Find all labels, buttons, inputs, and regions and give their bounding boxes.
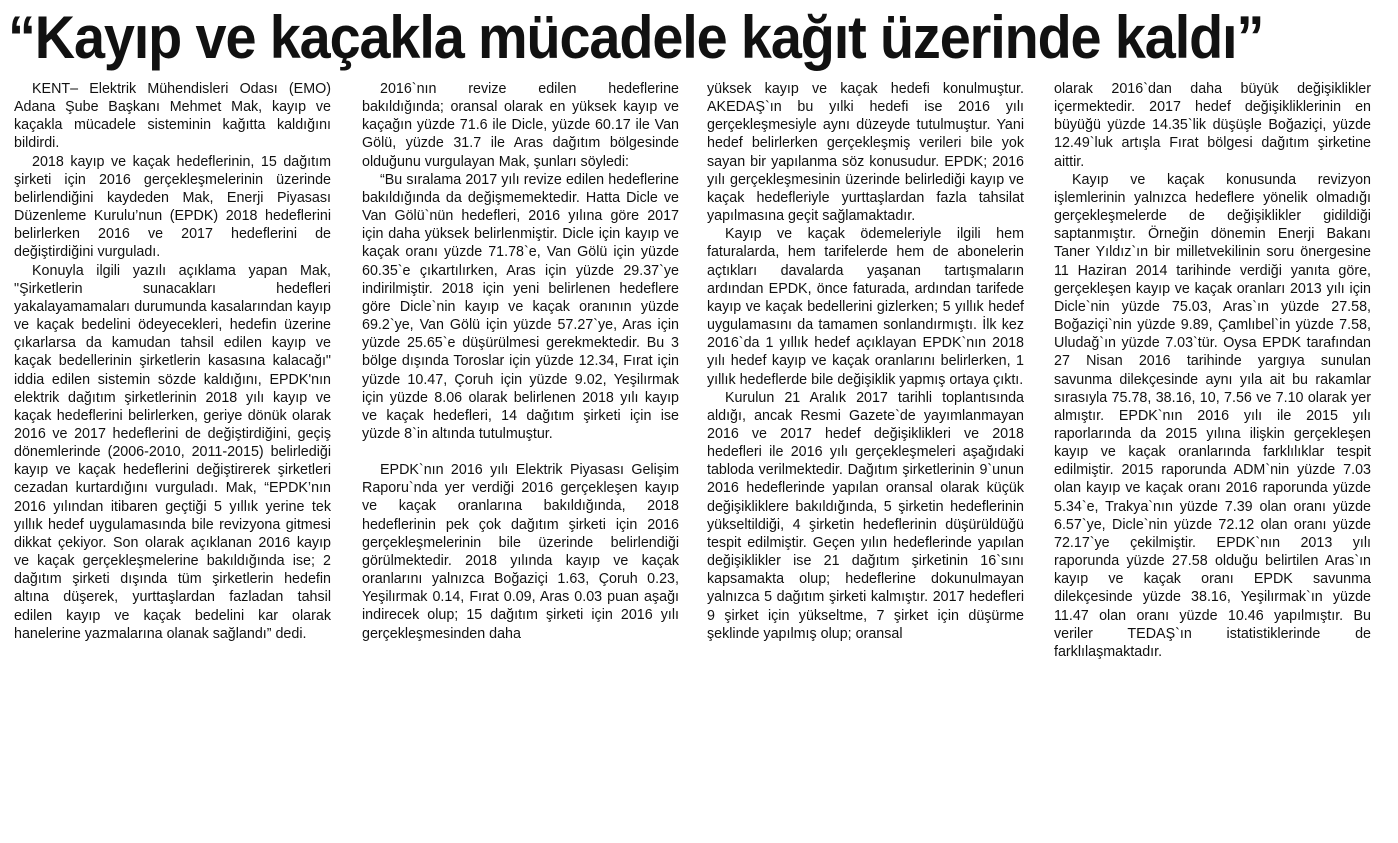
column-1-paragraph-1: KENT– Elektrik Mühendisleri Odası (EMO) Adana Şube Başkanı Mehmet Mak, kayıp ve kaçakla mücadele sisteminin kağıtta kaldığını bildirdi. xyxy=(14,81,331,152)
column-3-paragraph-3: Kurulun 21 Aralık 2017 tarihli toplantısında aldığı, ancak Resmi Gazete`de yayımlanmayan 2016 ve 2017 hedef değişiklikleri ve 2018 hedefleri ile 2016 yılı gerçekleşmeleri aşağıdaki tabloda verilmektedir. Dağıtım şirketlerinin 9`unun 2016 hedeflerinde yapılan oransal olarak küçük değişikliklere bakıldığında, 5 şirketin hedeflerinin yükseltildiği, 4 şirketin hedeflerinin düşürüldüğü tespit edilmiştir. Geçen yılın hedeflerinde yapılan değişiklikler ise 21 dağıtım şirketinin 16`sını kapsamakta olup; hedeflerine dokunulmayan yalnızca 5 dağıtım şirketi kalmıştır. 2017 hedefleri 9 şirket için yükseltme, 7 şirket için düşürme şeklinde yapılmış olup; oransal xyxy=(707,389,1024,642)
article-headline: “Kayıp ve kaçakla mücadele kağıt üzerinde kaldı” xyxy=(8,4,1264,71)
column-2-paragraph-3: EPDK`nın 2016 yılı Elektrik Piyasası Gelişim Raporu`nda yer verdiği 2016 gerçekleşen kayıp ve kaçak oranlarına bakıldığında, 2018 hedeflerinin pek çok dağıtım şirketi için 2016 gerçekleşmelerinin bile üzerinde belirlendiği görülmektedir. 2018 yılında kayıp ve kaçak oranlarını yalnızca Boğaziçi 1.63, Çoruh 0.23, Yeşilırmak 0.14, Fırat 0.09, Aras 0.03 puan aşağı indirecek olup; 15 dağıtım şirketi için 2016 yılı gerçekleşmesinden daha xyxy=(362,462,679,642)
column-4-paragraph-1: olarak 2016`dan daha büyük değişiklikler içermektedir. 2017 hedef değişikliklerinin en büyüğü yüzde 14.35`lik düşüşle Boğaziçi, yüzde 12.49`luk artışla Fırat bölgesi dağıtım şirketine aittir. xyxy=(1054,81,1371,170)
article-column-4 xyxy=(1054,80,1371,840)
column-2-paragraph-2: “Bu sıralama 2017 yılı revize edilen hedeflerine bakıldığında da değişmemektedir. Hatta Dicle ve Van Gölü`nün hedefleri, 2016 yılına göre 2017 için daha yüksek belirlenmiştir. Dicle için kayıp ve kaçak oranı yüzde 71.78`e, Van Gölü için yüzde 60.35`e çıkartılırken, Aras için yüzde 29.37`ye indirilmiştir. 2018 için yeni belirlenen hedeflere göre Dicle`nin kayıp ve kaçak oranının yüzde 69.2`ye, Van Gölü için yüzde 57.27`ye, Aras için yüzde 25.65`e düşürülmesi gerekmektedir. Bu 3 bölge dışında Toroslar için yüzde 12.34, Fırat için yüzde 10.47, Çoruh için yüzde 9.02, Yeşilırmak için yüzde 8.06 olarak belirlenen 2018 yılı kayıp ve kaçak hedefleri, 14 dağıtım şirketi için ise yüzde 8`in altında tutulmuştur. xyxy=(362,171,679,442)
column-1-paragraph-3: Konuyla ilgili yazılı açıklama yapan Mak, "Şirketlerin sunacakları hedefleri yakalayamamaları durumunda kasalarından kayıp ve kaçak bedelini ödeyecekleri, hedefin üzerine çıkarlarsa da kamudan tahsil edilen kayıp ve kaçak bedellerinin şirketlerin kasasına kalacağı" iddia edilen sistemin sözde kaldığını, EPDK'nın elektrik dağıtım şirketlerinin 2018 yılı kayıp ve kaçak hedeflerini belirlerken, geriye dönük olarak 2016 ve 2017 hedeflerini de değiştirdiğini, geçiş dönemlerinde (2006-2010, 2011-2015) belirlediği kayıp ve kaçak hedeflerini değiştirerek şirketleri cezadan kurtardığını vurguladı. Mak, “EPDK’nın 2016 yılından itibaren geçtiği 5 yıllık yerine tek yıllık hedef uygulamasında bile revizyona gitmesi dikkat çekiyor. Son olarak açıklanan 2016 kayıp ve kaçak gerçekleşmelerine bakıldığında ise; 2 dağıtım şirketi dışında tüm şirketlerin hedefin altına düşerek, yurttaşlardan fazladan tahsil edilen kayıp ve kaçak bedelini kar olarak hanelerine yazmalarına olanak sağlandı” dedi. xyxy=(14,262,331,642)
article-column-3 xyxy=(707,80,1024,840)
column-3-paragraph-1: yüksek kayıp ve kaçak hedefi konulmuştur. AKEDAŞ`ın bu yılki hedefi ise 2016 yılı gerçekleşmesiyle aynı düzeyde tutulmuştur. Yani hedef belirlerken gerçekleşmiş verileri bile yok sayan bir yapılanma söz konusudur. EPDK; 2016 yılı gerçekleşmesinin üzerinde belirlediği kayıp ve kaçak hedefleriyle yurttaşlardan fazla tahsilat yapılmasına geçit sağlamaktadır. xyxy=(707,81,1024,225)
column-4-paragraph-2: Kayıp ve kaçak konusunda revizyon işlemlerinin yalnızca hedeflere yönelik olmadığı gerçekleşmelerde de değişiklikler gidildiği saptanmıştır. Örneğin dönemin Enerji Bakanı Taner Yıldız`ın bir milletvekilinin soru önergesine 11 Haziran 2014 tarihinde verdiği yanıta göre, gerçekleşen kayıp ve kaçak oranları 2013 yılı için Dicle`nin yüzde 75.03, Aras`ın yüzde 27.58, Boğaziçi`nin yüzde 9.89, Çamlıbel`in yüzde 7.58, Uludağ`ın yüzde 7.03`tür. Oysa EPDK tarafından 27 Nisan 2016 tarihinde yargıya sunulan savunma dilekçesinde aynı yıla ait bu rakamlar sırasıyla 75.78, 38.16, 10, 7.56 ve 7.10 olarak yer almıştır. EPDK`nın 2016 yılı ile 2015 yılı raporlarında da 2015 yılına ilişkin gerçekleşen kayıp ve kaçak oranlarında farklılıklar tespit edilmiştir. 2015 raporunda ADM`nin yüzde 7.03 olan kayıp ve kaçak oranı 2016 raporunda yüzde 5.34`e, Trakya`nın yüzde 7.39 olan oranı yüzde 6.57`ye, Dicle`nin yüzde 72.12 olan oranı yüzde 72.17`ye çekilmiştir. EPDK`nın 2013 yılı raporunda yüzde 27.58 olduğu belirtilen Aras`ın kayıp ve kaçak oranı EPDK savunma dilekçesinde yüzde 38.16, Yeşilırmak`ın yüzde 11.47 olan oranı yüzde 10.46 yapılmıştır. Bu veriler TEDAŞ`ın istatistiklerinde de farklılaşmaktadır. xyxy=(1054,171,1371,660)
column-1-paragraph-2: 2018 kayıp ve kaçak hedeflerinin, 15 dağıtım şirketi için 2016 gerçekleşmelerinin üzerinde belirlendiğini kaydeden Mak, Enerji Piyasası Düzenleme Kurulu’nun (EPDK) 2018 hedeflerini belirlerken 2016 ve 2017 hedeflerini de değiştirdiğini vurguladı. xyxy=(14,153,331,261)
article-column-2 xyxy=(362,80,679,840)
article-column-1 xyxy=(14,80,331,840)
column-3-paragraph-2: Kayıp ve kaçak ödemeleriyle ilgili hem faturalarda, hem tarifelerde hem de abonelerin açtıkları davalarda yaşanan tartışmaların ardından EPDK, önce faturada, ardından tarifede kayıp ve kaçak bedellerini gizlerken; 5 yıllık hedef uygulamasını da tamamen sonlandırmıştı. İlk kez 2016`da 1 yıllık hedef açıklayan EPDK`nın 2018 yılı hedef kayıp ve kaçak oranlarını belirlerken, 1 yıllık hedeflerde bile değişiklik yapmış ortaya çıktı. xyxy=(707,226,1024,388)
column-2-paragraph-1: 2016`nın revize edilen hedeflerine bakıldığında; oransal olarak en yüksek kayıp ve kaçağın yüzde 71.6 ile Dicle, yüzde 60.17 ile Van Gölü, yüzde 31.7 ile Aras dağıtım bölgesinde olduğunu vurgulayan Mak, şunları söyledi: xyxy=(362,81,679,170)
